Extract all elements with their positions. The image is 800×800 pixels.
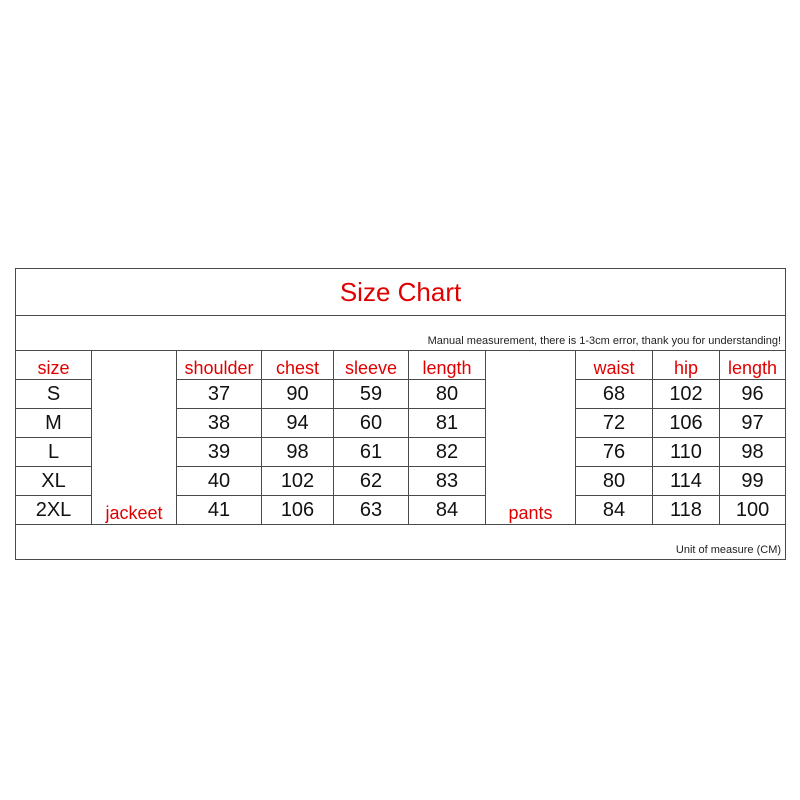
pants-waist-value: 76	[576, 438, 653, 467]
jacket-sleeve-value: 59	[334, 380, 409, 409]
jacket-chest-value: 94	[262, 409, 334, 438]
pants-waist-value: 84	[576, 496, 653, 525]
jacket-header-shoulder: shoulder	[177, 351, 262, 380]
size-chart-table	[15, 268, 786, 560]
jacket-length-value: 80	[409, 380, 486, 409]
pants-length-value: 97	[720, 409, 786, 438]
jacket-shoulder-value: 37	[177, 380, 262, 409]
pants-header-length: length	[720, 351, 786, 380]
chart-title: Size Chart	[16, 269, 786, 316]
jacket-chest-value: 98	[262, 438, 334, 467]
jacket-chest-value: 90	[262, 380, 334, 409]
jacket-shoulder-value: 40	[177, 467, 262, 496]
size-chart-sheet	[15, 268, 785, 563]
jacket-sleeve-value: 60	[334, 409, 409, 438]
pants-header-hip: hip	[653, 351, 720, 380]
jacket-length-value: 84	[409, 496, 486, 525]
jacket-sleeve-value: 63	[334, 496, 409, 525]
jacket-length-value: 81	[409, 409, 486, 438]
jacket-sleeve-value: 61	[334, 438, 409, 467]
pants-length-value: 100	[720, 496, 786, 525]
pants-length-value: 99	[720, 467, 786, 496]
size-label: M	[16, 409, 92, 438]
unit-of-measure-note: Unit of measure (CM)	[16, 525, 786, 560]
jacket-length-value: 83	[409, 467, 486, 496]
jacket-length-value: 82	[409, 438, 486, 467]
pants-length-value: 96	[720, 380, 786, 409]
pants-hip-value: 118	[653, 496, 720, 525]
pants-group-label: pants	[486, 351, 576, 525]
jacket-shoulder-value: 41	[177, 496, 262, 525]
jacket-group-label: jackeet	[92, 351, 177, 525]
jacket-header-chest: chest	[262, 351, 334, 380]
size-label: XL	[16, 467, 92, 496]
size-label: S	[16, 380, 92, 409]
size-label: L	[16, 438, 92, 467]
size-column-header: size	[16, 351, 92, 380]
pants-hip-value: 114	[653, 467, 720, 496]
jacket-chest-value: 106	[262, 496, 334, 525]
jacket-chest-value: 102	[262, 467, 334, 496]
pants-waist-value: 68	[576, 380, 653, 409]
measurement-note: Manual measurement, there is 1-3cm error, thank you for understanding!	[16, 316, 786, 351]
jacket-sleeve-value: 62	[334, 467, 409, 496]
pants-waist-value: 72	[576, 409, 653, 438]
size-label: 2XL	[16, 496, 92, 525]
pants-hip-value: 110	[653, 438, 720, 467]
pants-header-waist: waist	[576, 351, 653, 380]
pants-length-value: 98	[720, 438, 786, 467]
pants-hip-value: 106	[653, 409, 720, 438]
jacket-shoulder-value: 38	[177, 409, 262, 438]
pants-hip-value: 102	[653, 380, 720, 409]
jacket-shoulder-value: 39	[177, 438, 262, 467]
jacket-header-length: length	[409, 351, 486, 380]
jacket-header-sleeve: sleeve	[334, 351, 409, 380]
pants-waist-value: 80	[576, 467, 653, 496]
